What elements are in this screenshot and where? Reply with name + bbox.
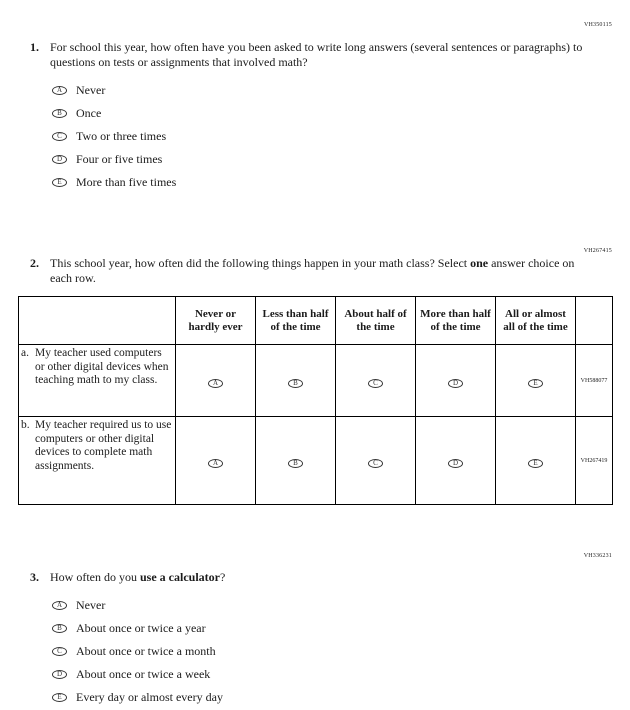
row-a-cell-about-half[interactable] [336, 345, 416, 417]
answer-bubble[interactable] [368, 379, 383, 388]
row-b-cell-never[interactable] [176, 417, 256, 505]
answer-bubble[interactable] [52, 693, 67, 702]
column-header-more-than-half: More than half of the time [416, 297, 496, 345]
question-3-text-after: ? [220, 570, 226, 584]
option-label: About once or twice a year [76, 621, 206, 635]
bubble-letter: A [56, 600, 63, 609]
row-b-cell-less-than-half[interactable] [256, 417, 336, 505]
option-row[interactable] [52, 152, 592, 166]
answer-bubble[interactable] [208, 379, 223, 388]
answer-bubble[interactable] [52, 109, 67, 118]
answer-bubble[interactable] [368, 459, 383, 468]
column-header-less-than-half: Less than half of the time [256, 297, 336, 345]
option-label: Once [76, 106, 102, 120]
option-row[interactable] [52, 598, 592, 612]
answer-bubble[interactable] [52, 178, 67, 187]
question-2-text [50, 256, 592, 286]
item-code-q2: VH267415 [583, 248, 612, 254]
option-row[interactable] [52, 175, 592, 189]
bubble-letter: A [212, 458, 219, 467]
bubble-letter: E [57, 177, 62, 186]
table-row [19, 345, 613, 417]
question-1-text: For school this year, how often have you been asked to write long answers (several sentences or paragraphs) to questions on tests or assignments that involved math? [50, 40, 583, 69]
option-row[interactable] [52, 129, 592, 143]
option-row[interactable] [52, 644, 592, 658]
option-row[interactable] [52, 667, 592, 681]
option-label: Four or five times [76, 152, 163, 166]
bubble-letter: E [533, 458, 538, 467]
question-2-text-after: answer choice on each row. [50, 256, 575, 285]
option-label: Every day or almost every day [76, 690, 223, 704]
bubble-letter: E [533, 378, 538, 387]
bubble-letter: C [57, 131, 62, 140]
bubble-letter: B [57, 623, 62, 632]
option-label: Two or three times [76, 129, 167, 143]
question-1-options [52, 83, 592, 189]
answer-bubble[interactable] [448, 379, 463, 388]
row-letter: a. [21, 347, 29, 359]
question-3-number: 3. [30, 570, 39, 584]
bubble-letter: D [56, 154, 63, 163]
row-a-cell-less-than-half[interactable] [256, 345, 336, 417]
row-b-item-code: VH267419 [576, 417, 613, 505]
bubble-letter: E [57, 692, 62, 701]
option-row[interactable] [52, 106, 592, 120]
table-code-header-cell [576, 297, 613, 345]
answer-bubble[interactable] [52, 647, 67, 656]
row-text: My teacher used computers or other digital devices when teaching math to my class. [35, 347, 169, 386]
question-3-text [50, 570, 592, 585]
bubble-letter: D [452, 378, 459, 387]
row-b-cell-more-than-half[interactable] [416, 417, 496, 505]
bubble-letter: B [293, 378, 298, 387]
question-2-text-before: This school year, how often did the following things happen in your math class? Select [50, 256, 471, 270]
column-header-never: Never or hardly ever [176, 297, 256, 345]
row-a-item-code: VH588077 [576, 345, 613, 417]
bubble-letter: D [452, 458, 459, 467]
bubble-letter: A [56, 85, 63, 94]
question-3-text-bold: use a calculator [140, 570, 220, 584]
row-a-cell-never[interactable] [176, 345, 256, 417]
question-3-options [52, 598, 592, 704]
option-row[interactable] [52, 690, 592, 704]
option-label: About once or twice a month [76, 644, 216, 658]
question-3 [30, 570, 592, 710]
bubble-letter: C [57, 646, 62, 655]
answer-bubble[interactable] [448, 459, 463, 468]
bubble-letter: A [212, 378, 219, 387]
option-label: Never [76, 83, 106, 97]
question-1-number: 1. [30, 40, 39, 54]
row-b-cell-about-half[interactable] [336, 417, 416, 505]
row-a-statement [19, 345, 176, 417]
table-row [19, 417, 613, 505]
question-1 [30, 40, 592, 198]
option-label: More than five times [76, 175, 177, 189]
answer-bubble[interactable] [528, 459, 543, 468]
answer-bubble[interactable] [52, 624, 67, 633]
row-text: My teacher required us to use computers or other digital devices to complete math assignments. [35, 419, 172, 472]
bubble-letter: B [293, 458, 298, 467]
answer-bubble[interactable] [288, 379, 303, 388]
question-2 [30, 256, 592, 286]
row-a-cell-all[interactable] [496, 345, 576, 417]
table-header-row [19, 297, 613, 345]
answer-bubble[interactable] [52, 601, 67, 610]
answer-bubble[interactable] [52, 132, 67, 141]
bubble-letter: D [56, 669, 63, 678]
bubble-letter: C [373, 378, 378, 387]
row-a-cell-more-than-half[interactable] [416, 345, 496, 417]
option-row[interactable] [52, 621, 592, 635]
table-corner-cell [19, 297, 176, 345]
question-2-text-bold: one [470, 256, 489, 270]
question-3-text-before: How often do you [50, 570, 140, 584]
answer-bubble[interactable] [528, 379, 543, 388]
row-letter: b. [21, 419, 30, 431]
answer-bubble[interactable] [288, 459, 303, 468]
bubble-letter: B [57, 108, 62, 117]
row-b-statement [19, 417, 176, 505]
bubble-letter: C [373, 458, 378, 467]
row-b-cell-all[interactable] [496, 417, 576, 505]
option-label: Never [76, 598, 106, 612]
option-label: About once or twice a week [76, 667, 211, 681]
question-2-table [18, 296, 613, 505]
answer-bubble[interactable] [52, 670, 67, 679]
column-header-all: All or almost all of the time [496, 297, 576, 345]
answer-bubble[interactable] [52, 155, 67, 164]
answer-bubble[interactable] [208, 459, 223, 468]
item-code-top: VH350115 [583, 22, 612, 28]
option-row[interactable] [52, 83, 592, 97]
answer-bubble[interactable] [52, 86, 67, 95]
question-2-number: 2. [30, 256, 39, 270]
item-code-q3: VH336231 [583, 553, 612, 559]
column-header-about-half: About half of the time [336, 297, 416, 345]
